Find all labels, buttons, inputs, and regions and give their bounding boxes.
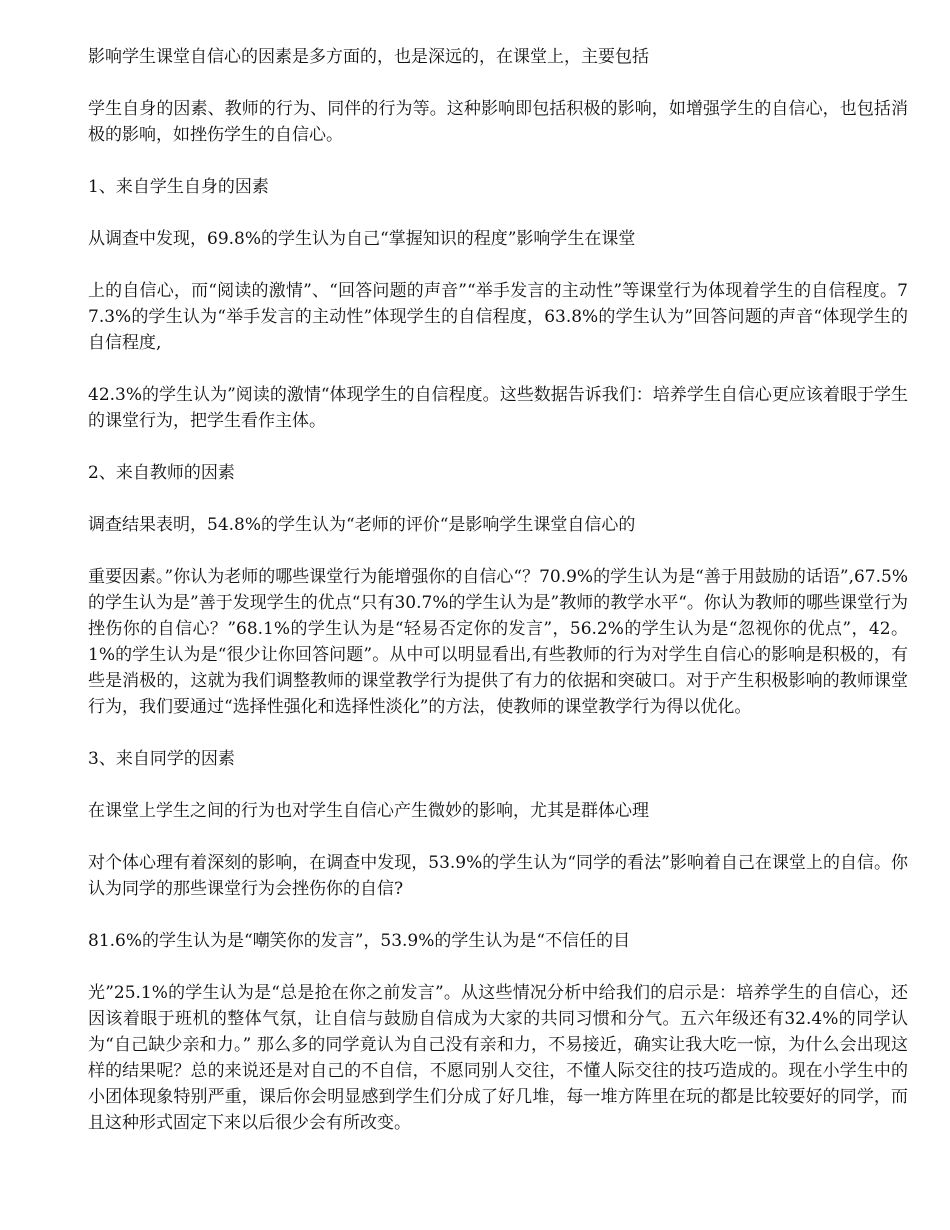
section-heading-peer-factors: 3、来自同学的因素	[88, 749, 235, 769]
teacher-factors-paragraph-1: 调查结果表明，54.8%的学生认为“老师的评价“是影响学生课堂自信心的	[88, 515, 636, 535]
peer-factors-paragraph-2: 对个体心理有着深刻的影响，在调查中发现，53.9%的学生认为“同学的看法”影响着自己在课堂上的自信。你认为同学的那些课堂行为会挫伤你的自信?	[88, 853, 908, 899]
intro-paragraph-2: 学生自身的因素、教师的行为、同伴的行为等。这种影响即包括积极的影响，如增强学生的自信心，也包括消极的影响，如挫伤学生的自信心。	[88, 99, 908, 145]
peer-factors-paragraph-3: 81.6%的学生认为是“嘲笑你的发言”，53.9%的学生认为是“不信任的目	[88, 931, 631, 951]
teacher-factors-paragraph-2: 重要因素。”你认为老师的哪些课堂行为能增强你的自信心“？70.9%的学生认为是“善于用鼓励的话语”,67.5%的学生认为是”善于发现学生的优点“只有30.7%的学生认为是”教师的教学水平“。你认为教师的哪些课堂行为挫伤你的自信心？”68.1%的学生认为是“轻易否定你的发言”，56.2%的学生认为是“忽视你的优点”，42。1%的学生认为是“很少让你回答问题”。从中可以明显看出,有些教师的行为对学生自信心的影响是积极的，有些是消极的，这就为我们调整教师的课堂教学行为提供了有力的依据和突破口。对于产生积极影响的教师课堂行为，我们要通过“选择性强化和选择性淡化”的方法，使教师的课堂教学行为得以优化。	[88, 567, 908, 717]
student-factors-paragraph-1: 从调查中发现，69.8%的学生认为自己“掌握知识的程度”影响学生在课堂	[88, 229, 636, 249]
student-factors-paragraph-2: 上的自信心，而“阅读的激情”、“回答问题的声音”“举手发言的主动性”等课堂行为体现着学生的自信程度。77.3%的学生认为“举手发言的主动性”体现学生的自信程度，63.8%的学生认为”回答问题的声音“体现学生的自信程度,	[88, 281, 908, 353]
document-page	[88, 44, 908, 1162]
peer-factors-paragraph-1: 在课堂上学生之间的行为也对学生自信心产生微妙的影响，尤其是群体心理	[88, 801, 649, 821]
peer-factors-paragraph-4: 光”25.1%的学生认为是“总是抢在你之前发言”。从这些情况分析中给我们的启示是：培养学生的自信心，还因该着眼于班机的整体气氛，让自信与鼓励自信成为大家的共同习惯和分气。五六年级还有32.4%的同学认为“自己缺少亲和力。” 那么多的同学竟认为自己没有亲和力，不易接近，确实让我大吃一惊，为什么会出现这样的结果呢？总的来说还是对自己的不自信，不愿同别人交往，不懂人际交往的技巧造成的。现在小学生中的小团体现象特别严重，课后你会明显感到学生们分成了好几堆，每一堆方阵里在玩的都是比较要好的同学，而且这种形式固定下来以后很少会有所改变。	[88, 983, 908, 1133]
section-heading-student-factors: 1、来自学生自身的因素	[88, 177, 269, 197]
section-heading-teacher-factors: 2、来自教师的因素	[88, 463, 235, 483]
intro-paragraph-1: 影响学生课堂自信心的因素是多方面的，也是深远的，在课堂上，主要包括	[88, 47, 649, 67]
student-factors-paragraph-3: 42.3%的学生认为”阅读的激情“体现学生的自信程度。这些数据告诉我们：培养学生自信心更应该着眼于学生的课堂行为，把学生看作主体。	[88, 385, 908, 431]
